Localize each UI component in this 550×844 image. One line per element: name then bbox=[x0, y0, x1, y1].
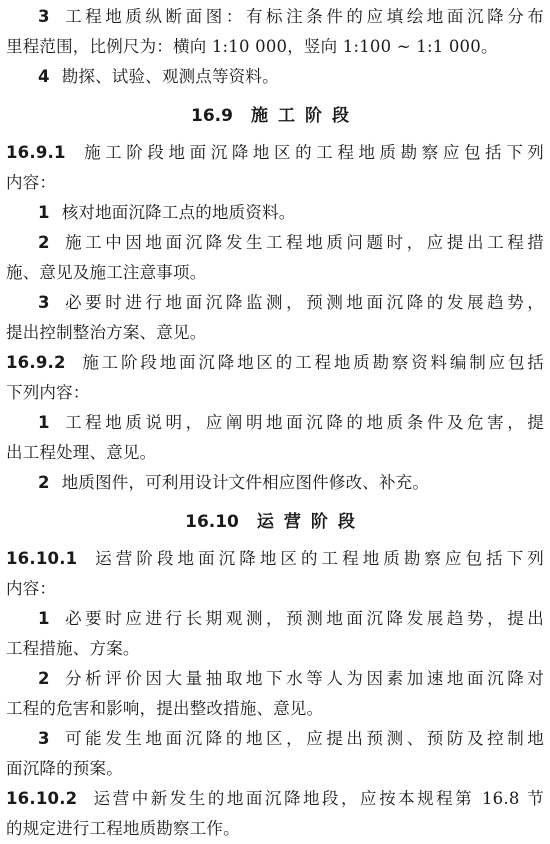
section-title: 运营阶段 bbox=[256, 512, 365, 532]
clause-16-9-2-line-1 bbox=[6, 348, 544, 378]
clause-16-9-1-item-1 bbox=[6, 198, 544, 228]
clause-16-9-1-item-3-line-2: 提出控制整治方案、意见。 bbox=[6, 323, 207, 342]
item-number: 3 bbox=[38, 293, 50, 312]
clause-text: 施工阶段地面沉降地区的工程地质勘察应包括下列 bbox=[79, 143, 544, 162]
clause-number: 16.9.2 bbox=[6, 353, 66, 372]
clause-text: 运营阶段地面沉降地区的工程地质勘察应包括下列 bbox=[91, 549, 544, 568]
clause-16-10-1-item-3-line-1 bbox=[6, 724, 544, 754]
clause-text: 运营中新发生的地面沉降地段，应按本规程第 16.8 节 bbox=[91, 789, 544, 808]
clause-16-10-1-line-2: 内容： bbox=[6, 579, 57, 598]
item-text: 核对地面沉降工点的地质资料。 bbox=[61, 203, 296, 222]
item-text: 必要时应进行长期观测，预测地面沉降发展趋势，提出 bbox=[61, 609, 544, 628]
item-text: 工程地质说明，应阐明地面沉降的地质条件及危害，提 bbox=[61, 413, 544, 432]
clause-16-10-1-item-2-line-1 bbox=[6, 664, 544, 694]
item-number: 2 bbox=[38, 473, 50, 492]
clause-16-10-1-item-1-line-2: 工程措施、方案。 bbox=[6, 639, 140, 658]
item-number: 2 bbox=[38, 233, 50, 252]
prev-item-3-line-1 bbox=[6, 2, 544, 32]
clause-16-10-1-line-1 bbox=[6, 544, 544, 574]
clause-16-9-1-item-3-line-1 bbox=[6, 288, 544, 318]
clause-16-10-1-item-2-line-2: 工程的危害和影响，提出整改措施、意见。 bbox=[6, 699, 324, 718]
clause-16-9-1-item-2-line-1 bbox=[6, 228, 544, 258]
clause-16-10-2-line-1 bbox=[6, 784, 544, 814]
prev-item-4 bbox=[6, 62, 544, 92]
clause-16-9-2-item-1-line-1 bbox=[6, 408, 544, 438]
item-number: 3 bbox=[38, 7, 50, 26]
item-number: 1 bbox=[38, 413, 50, 432]
clause-16-9-2-line-2: 下列内容： bbox=[6, 383, 90, 402]
clause-16-9-1-line-1 bbox=[6, 138, 544, 168]
item-text: 必要时进行地面沉降监测，预测地面沉降的发展趋势， bbox=[61, 293, 544, 312]
section-number: 16.9 bbox=[191, 106, 233, 126]
clause-16-9-2-item-2 bbox=[6, 468, 544, 498]
section-heading-16-9 bbox=[6, 98, 544, 134]
clause-text: 施工阶段地面沉降地区的工程地质勘察资料编制应包括 bbox=[79, 353, 544, 372]
item-text: 工程地质纵断面图：有标注条件的应填绘地面沉降分布 bbox=[61, 7, 544, 26]
item-number: 4 bbox=[38, 67, 50, 86]
item-number: 3 bbox=[38, 729, 50, 748]
item-number: 1 bbox=[38, 609, 50, 628]
section-title: 施工阶段 bbox=[250, 106, 359, 126]
clause-16-9-1-line-2: 内容： bbox=[6, 173, 57, 192]
item-text: 施工中因地面沉降发生工程地质问题时，应提出工程措 bbox=[61, 233, 544, 252]
item-text: 分析评价因大量抽取地下水等人为因素加速地面沉降对 bbox=[61, 669, 544, 688]
section-number: 16.10 bbox=[185, 512, 239, 532]
item-text: 地质图件，可利用设计文件相应图件修改、补充。 bbox=[61, 473, 430, 492]
clause-16-9-2-item-1-line-2: 出工程处理、意见。 bbox=[6, 443, 157, 462]
item-text: 可能发生地面沉降的地区，应提出预测、预防及控制地 bbox=[61, 729, 544, 748]
clause-16-10-2-line-2: 的规定进行工程地质勘察工作。 bbox=[6, 819, 240, 838]
clause-number: 16.9.1 bbox=[6, 143, 66, 162]
prev-item-3-line-2: 里程范围，比例尺为：横向 1:10 000，竖向 1:100 ~ 1:1 000。 bbox=[6, 37, 498, 56]
item-number: 2 bbox=[38, 669, 50, 688]
section-heading-16-10 bbox=[6, 504, 544, 540]
clause-16-10-1-item-1-line-1 bbox=[6, 604, 544, 634]
clause-number: 16.10.1 bbox=[6, 549, 78, 568]
clause-number: 16.10.2 bbox=[6, 789, 78, 808]
clause-16-10-1-item-3-line-2: 面沉降的预案。 bbox=[6, 759, 123, 778]
item-text: 勘探、试验、观测点等资料。 bbox=[61, 67, 279, 86]
clause-16-9-1-item-2-line-2: 施、意见及施工注意事项。 bbox=[6, 263, 207, 282]
item-number: 1 bbox=[38, 203, 50, 222]
